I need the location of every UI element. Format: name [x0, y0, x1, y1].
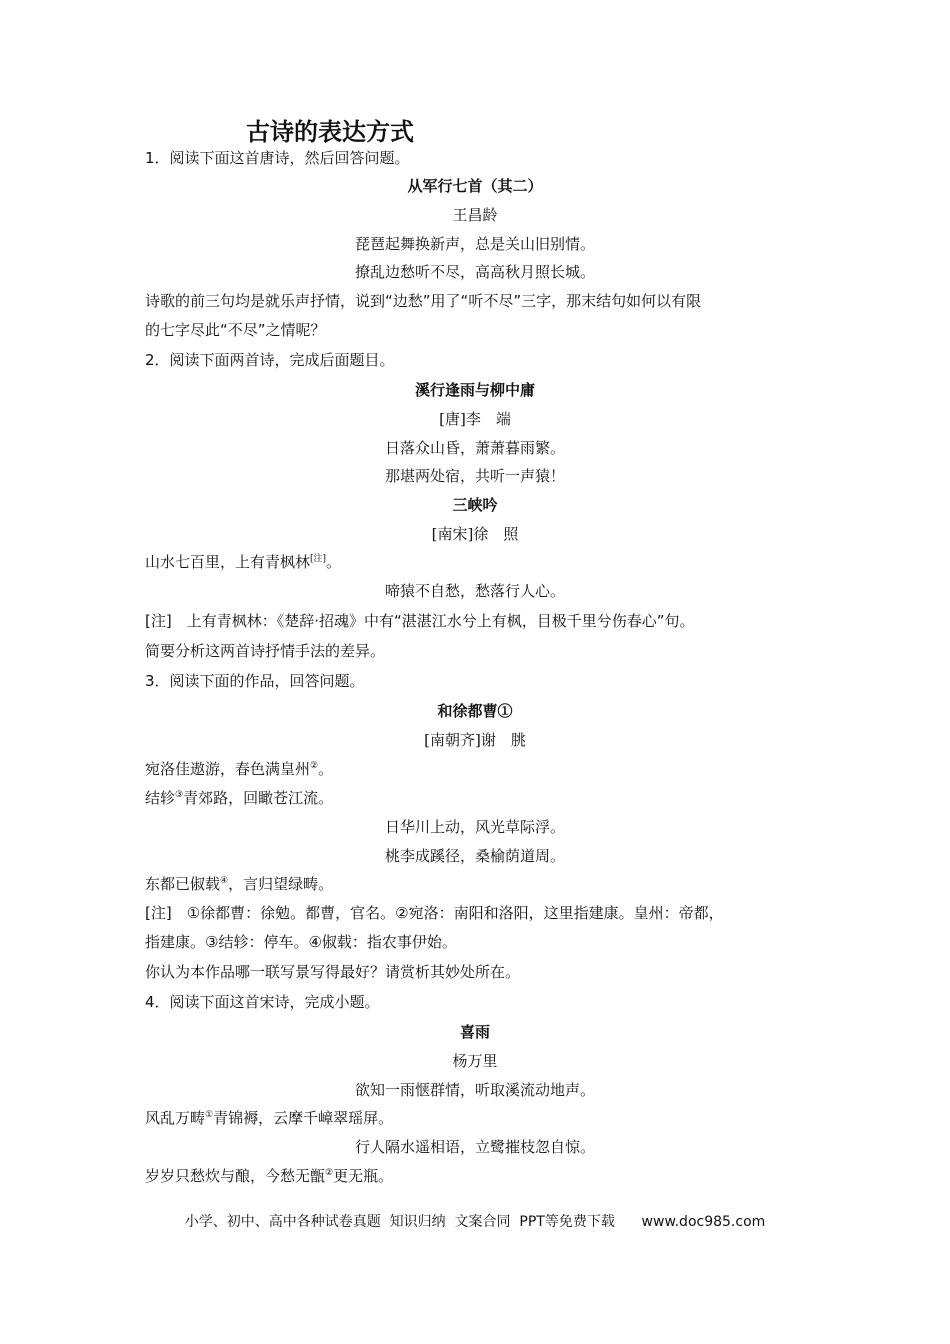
question-3-prompt: 3．阅读下面的作品，回答问题。	[145, 672, 365, 690]
poem-line: 日落众山昏，萧萧暮雨繁。	[384, 439, 565, 457]
poem-title: 喜雨	[459, 1023, 490, 1041]
question-text: 简要分析这两首诗抒情手法的差异。	[145, 642, 386, 660]
poem-author: 杨万里	[452, 1052, 498, 1070]
poem-line: 日华川上动，风光草际浮。	[384, 818, 565, 836]
poem-line: 行人隔水遥相语，立鹭摧枝忽自惊。	[354, 1138, 595, 1156]
footnote-marker: ②	[310, 761, 319, 771]
page-title: 古诗的表达方式	[246, 118, 414, 146]
poem-line: 宛洛佳遨游，春色满皇州②。	[145, 760, 334, 778]
poem-line: 桃李成蹊径，桑榆荫道周。	[384, 847, 565, 865]
poem-line: 欲知一雨惬群情，听取溪流动地声。	[354, 1081, 595, 1099]
footnote-marker: ①	[205, 1110, 214, 1120]
poem-author: [南朝齐]谢 朓	[424, 731, 526, 749]
question-2-prompt: 2．阅读下面两首诗，完成后面题目。	[145, 351, 395, 369]
question-1-prompt: 1．阅读下面这首唐诗，然后回答问题。	[145, 149, 410, 167]
footnote-marker: ②	[325, 1168, 334, 1178]
poem-line: 啼猿不自愁，愁落行人心。	[384, 582, 565, 600]
poem-line: 东都已俶载④，言归望绿畴。	[145, 875, 334, 893]
question-4-prompt: 4．阅读下面这首宋诗，完成小题。	[145, 993, 380, 1011]
poem-title: 和徐都曹①	[437, 702, 513, 720]
poem-author: [南宋]徐 照	[431, 525, 519, 543]
poem-line: 结轸③青郊路，回瞰苍江流。	[145, 789, 334, 807]
question-text: 你认为本作品哪一联写景写得最好？请赏析其妙处所在。	[145, 963, 521, 981]
poem-author: 王昌龄	[452, 206, 498, 224]
poem-line: 撩乱边愁听不尽，高高秋月照长城。	[354, 263, 595, 281]
footnote-marker: ④	[220, 876, 229, 886]
footnote-marker: ③	[175, 790, 184, 800]
poem-author: [唐]李 端	[439, 410, 511, 428]
poem-line: 岁岁只愁炊与酿，今愁无甑②更无瓶。	[145, 1167, 394, 1185]
poem-title: 溪行逢雨与柳中庸	[414, 381, 535, 399]
note-text: [注] ①徐都曹：徐勉。都曹，官名。②宛洛：南阳和洛阳，这里指建康。皇州：帝都，	[145, 904, 724, 922]
poem-line: 山水七百里，上有青枫林[注]。	[145, 553, 342, 571]
poem-line: 琵琶起舞换新声，总是关山旧别情。	[354, 235, 595, 253]
question-text: 的七字尽此“不尽”之情呢？	[145, 321, 326, 339]
poem-title: 三峡吟	[452, 496, 498, 514]
note-text: 指建康。③结轸：停车。④俶载：指农事伊始。	[145, 933, 457, 951]
note-text: [注] 上有青枫林：《楚辞·招魂》中有“湛湛江水兮上有枫，目极千里兮伤春心”句。	[145, 612, 695, 630]
poem-line: 风乱万畴①青锦褥，云摩千嶂翠瑶屏。	[145, 1109, 394, 1127]
question-text: 诗歌的前三句均是就乐声抒情，说到“边愁”用了“听不尽”三字，那末结句如何以有限	[145, 292, 702, 310]
footnote-marker: [注]	[310, 554, 327, 564]
poem-title: 从军行七首（其二）	[407, 177, 543, 195]
page-footer: 小学、初中、高中各种试卷真题 知识归纳 文案合同 PPT等免费下载 www.doc985.com	[184, 1214, 766, 1230]
poem-line: 那堪两处宿，共听一声猿！	[384, 467, 565, 485]
